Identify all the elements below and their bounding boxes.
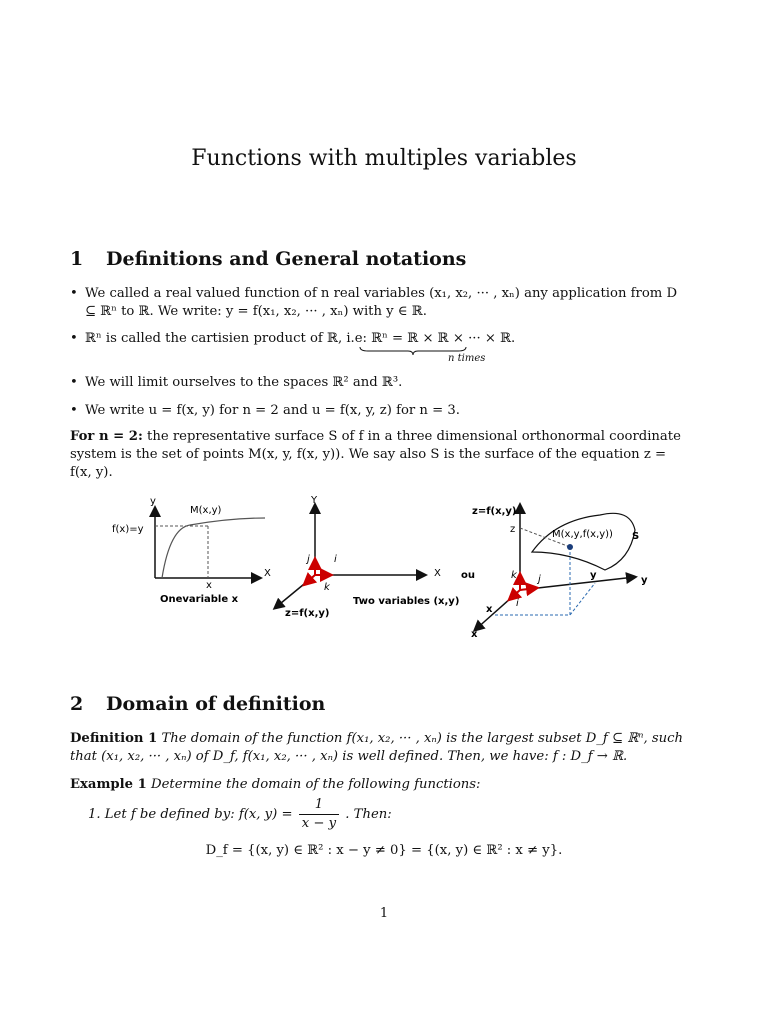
definition-paragraph: [70, 730, 690, 766]
x-small: x: [486, 604, 493, 615]
curve: [162, 518, 265, 578]
surface-point: [567, 544, 573, 550]
s-label: S: [632, 531, 640, 542]
y-label: y: [150, 496, 156, 507]
section-1-heading: [70, 248, 466, 270]
point-label: M(x,y): [190, 505, 222, 516]
x-label: X: [434, 568, 441, 579]
k-label: k: [511, 570, 517, 581]
bullet-text: ℝⁿ is called the cartisien product of ℝ, i.e: ℝⁿ = ℝ × ℝ × ··· × ℝ.: [85, 331, 516, 346]
example-item-1: [88, 796, 688, 833]
for-text: the representative surface S of f in a three dimensional orthonormal coordinate system is the set of points M(x, y, f(x, y)). We say also S is the surface of the equation z = f(x, y).: [70, 429, 681, 480]
x-tick: x: [206, 580, 212, 591]
z-label: z=f(x,y): [472, 506, 517, 517]
fx-label: f(x)=y: [112, 524, 144, 535]
page-title: Functions with multiples variables: [191, 146, 577, 171]
j-vector: [520, 588, 536, 590]
surface: [532, 513, 635, 570]
y-label: Y: [311, 495, 318, 506]
domain-result: D_f = {(x, y) ∈ ℝ² : x − y ≠ 0} = {(x, y) ∈ ℝ² : x ≠ y}.: [205, 843, 563, 858]
i-label: i: [516, 598, 519, 609]
example-text: Determine the domain of the following functions:: [151, 777, 481, 792]
j-label: j: [538, 574, 541, 585]
bullet-text: We write u = f(x, y) for n = 2 and u = f(x, y, z) for n = 3.: [85, 403, 460, 418]
section-2-number: 2: [70, 693, 84, 715]
y-axis-label: y: [641, 575, 648, 586]
underbrace-label: n times: [448, 353, 486, 364]
bullet-item: [70, 285, 690, 321]
bullet-dot: •: [70, 331, 78, 346]
middle-caption: Two variables (x,y): [353, 596, 460, 607]
bullet-item: [70, 402, 690, 422]
y-small: y: [590, 570, 597, 581]
example-paragraph: [70, 776, 690, 794]
fraction-denominator: x − y: [301, 816, 337, 831]
bullet-dot: •: [70, 286, 78, 301]
x-axis-label: X: [264, 568, 271, 579]
fraction: [299, 796, 339, 833]
point-label: M(x,y,f(x,y)): [552, 529, 613, 540]
for-lead: For n = 2:: [70, 429, 143, 444]
x-axis-label: x: [471, 629, 478, 640]
bullet-dot: •: [70, 403, 78, 418]
left-caption: Onevariable x: [160, 594, 239, 605]
example-lead: Example 1: [70, 777, 147, 792]
k-vector: [305, 575, 315, 584]
j-label: j: [307, 554, 310, 565]
bullet-text: We called a real valued function of n real variables (x₁, x₂, ··· , xₙ) any application from D ⊆ ℝⁿ to ℝ. We write: y = f(x₁, x₂, ··· , xₙ) with y ∈ ℝ.: [85, 286, 678, 319]
item-1-prefix: 1. Let f be defined by: f(x, y) =: [88, 807, 293, 822]
function-figure: [100, 490, 690, 645]
section-1-title: Definitions and General notations: [106, 248, 467, 270]
surface-plot: [471, 505, 648, 640]
ou-text: ou: [461, 570, 475, 581]
z-label: z=f(x,y): [285, 608, 330, 619]
for-paragraph: [70, 428, 690, 482]
k-label: k: [324, 582, 330, 593]
section-2-title: Domain of definition: [106, 693, 326, 715]
bullet-dot: •: [70, 375, 78, 390]
definition-text: The domain of the function f(x₁, x₂, ··· , xₙ) is the largest subset D_f ⊆ ℝⁿ, such that (x₁, x₂, ··· , xₙ) of D_f, f(x₁, x₂, ··· , xₙ) is well defined. Then, we have: f : D_f → ℝ.: [70, 731, 684, 764]
item-1-suffix: . Then:: [345, 807, 392, 822]
bullet-text: We will limit ourselves to the spaces ℝ² and ℝ³.: [85, 375, 403, 390]
definition-lead: Definition 1: [70, 731, 158, 746]
section-2-heading: [70, 693, 325, 715]
page-number: 1: [379, 906, 389, 921]
dash-y: [570, 583, 595, 615]
bullet-item: [70, 374, 690, 394]
z-small: z: [510, 524, 516, 535]
i-label: i: [334, 554, 337, 565]
section-1-number: 1: [70, 248, 84, 270]
one-variable-plot: [112, 496, 271, 605]
two-variable-axes: [275, 495, 459, 619]
fraction-numerator: 1: [299, 796, 339, 815]
